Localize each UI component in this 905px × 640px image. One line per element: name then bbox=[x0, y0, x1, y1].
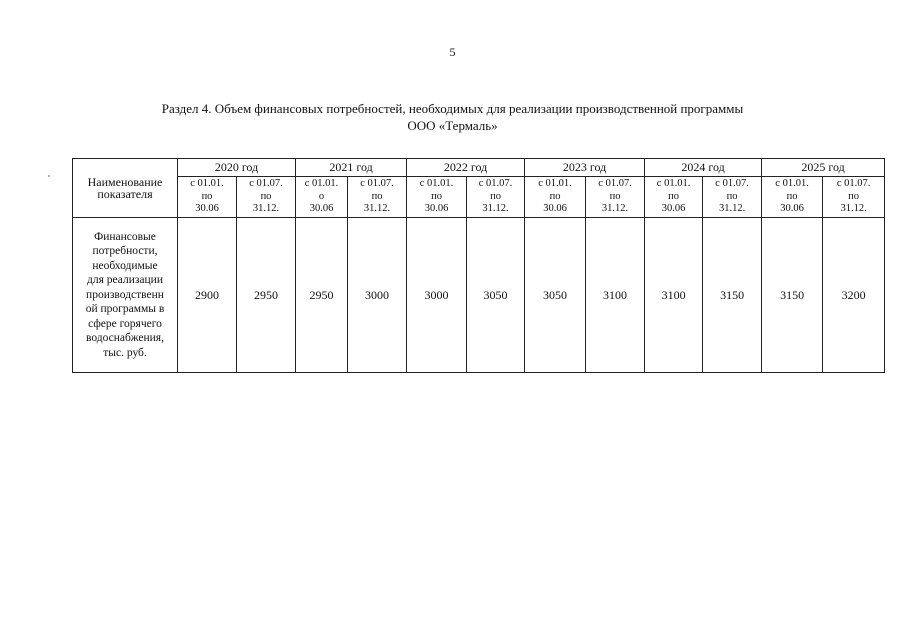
period-header-cell bbox=[823, 177, 885, 218]
section-title-line-2: ООО «Термаль» bbox=[407, 118, 498, 133]
period-line: по bbox=[549, 190, 561, 202]
row-label-line: Финансовые bbox=[94, 230, 156, 243]
value-cell: 3050 bbox=[525, 218, 586, 373]
period-line: 30.06 bbox=[780, 203, 804, 215]
table-row bbox=[73, 218, 885, 373]
year-header: 2023 год bbox=[525, 159, 645, 177]
period-line: с 01.01. bbox=[656, 178, 691, 190]
value-cell: 2900 bbox=[178, 218, 237, 373]
period-line: 30.06 bbox=[195, 203, 219, 215]
period-line: 31.12. bbox=[482, 203, 509, 215]
row-label-line: для реализации bbox=[87, 274, 163, 287]
period-header-cell bbox=[762, 177, 823, 218]
period-header-cell bbox=[525, 177, 586, 218]
section-title bbox=[0, 100, 905, 134]
period-line: по bbox=[371, 190, 383, 202]
period-header-cell bbox=[645, 177, 703, 218]
period-header-cell bbox=[178, 177, 237, 218]
value-cell: 3150 bbox=[762, 218, 823, 373]
row-label-line: необходимые bbox=[92, 259, 158, 272]
period-line: 31.12. bbox=[601, 203, 629, 215]
period-line: по bbox=[668, 190, 679, 202]
row-label-line: сфере горячего bbox=[88, 317, 162, 330]
value-cell: 3050 bbox=[467, 218, 525, 373]
value-cell: 3100 bbox=[586, 218, 645, 373]
period-line: по bbox=[260, 190, 272, 202]
period-line: о bbox=[318, 190, 325, 202]
period-line: по bbox=[431, 190, 442, 202]
year-header: 2025 год bbox=[762, 159, 885, 177]
row-label-line: потребности, bbox=[92, 245, 158, 258]
period-line: 30.06 bbox=[543, 203, 567, 215]
period-line: 30.06 bbox=[309, 203, 334, 215]
year-header: 2021 год bbox=[296, 159, 407, 177]
period-line: с 01.07. bbox=[836, 178, 871, 190]
period-line: 31.12. bbox=[840, 203, 867, 215]
period-line: с 01.01. bbox=[190, 178, 224, 190]
value-cell: 2950 bbox=[296, 218, 348, 373]
period-line: 31.12. bbox=[718, 203, 746, 215]
period-line: с 01.01. bbox=[775, 178, 809, 190]
period-line: по bbox=[848, 190, 860, 202]
period-line: 31.12. bbox=[363, 203, 391, 215]
period-line: с 01.01. bbox=[304, 178, 339, 190]
period-line: по bbox=[609, 190, 621, 202]
value-cell: 2950 bbox=[237, 218, 296, 373]
year-header: 2024 год bbox=[645, 159, 762, 177]
period-header-cell bbox=[407, 177, 467, 218]
row-label-cell bbox=[73, 218, 178, 373]
period-line: с 01.07. bbox=[598, 178, 632, 190]
year-header-row bbox=[73, 159, 885, 177]
year-header: 2020 год bbox=[178, 159, 296, 177]
period-line: 30.06 bbox=[661, 203, 686, 215]
year-header: 2022 год bbox=[407, 159, 525, 177]
row-label-line: ой программы в bbox=[85, 303, 165, 316]
period-header-cell bbox=[237, 177, 296, 218]
page-number: 5 bbox=[449, 45, 456, 59]
value-cell: 3000 bbox=[348, 218, 407, 373]
row-label-line: тыс. руб. bbox=[103, 346, 147, 359]
period-header-cell bbox=[348, 177, 407, 218]
value-cell: 3200 bbox=[823, 218, 885, 373]
period-header-row bbox=[73, 177, 885, 218]
period-line: с 01.07. bbox=[715, 178, 749, 190]
row-label-line: производственн bbox=[86, 288, 164, 301]
period-line: с 01.01. bbox=[538, 178, 572, 190]
period-header-cell bbox=[586, 177, 645, 218]
scan-speck bbox=[48, 175, 50, 177]
period-line: по bbox=[726, 190, 738, 202]
section-title-line-1: Раздел 4. Объем финансовых потребностей, необходимых для реализации производственной программы bbox=[161, 101, 744, 116]
period-line: по bbox=[786, 190, 798, 202]
period-line: по bbox=[490, 190, 501, 202]
period-line: с 01.07. bbox=[360, 178, 394, 190]
period-line: 30.06 bbox=[424, 203, 449, 215]
period-line: 31.12. bbox=[252, 203, 280, 215]
value-cell: 3000 bbox=[407, 218, 467, 373]
period-line: по bbox=[201, 190, 213, 202]
period-line: с 01.01. bbox=[419, 178, 454, 190]
period-header-cell bbox=[467, 177, 525, 218]
period-header-cell bbox=[296, 177, 348, 218]
value-cell: 3100 bbox=[645, 218, 703, 373]
row-label-line: водоснабжения, bbox=[86, 332, 164, 345]
financial-needs-table bbox=[72, 158, 885, 373]
period-header-cell bbox=[703, 177, 762, 218]
period-line: с 01.07. bbox=[249, 178, 283, 190]
indicator-header-cell: Наименование показателя bbox=[73, 159, 178, 218]
period-line: с 01.07. bbox=[478, 178, 513, 190]
value-cell: 3150 bbox=[703, 218, 762, 373]
